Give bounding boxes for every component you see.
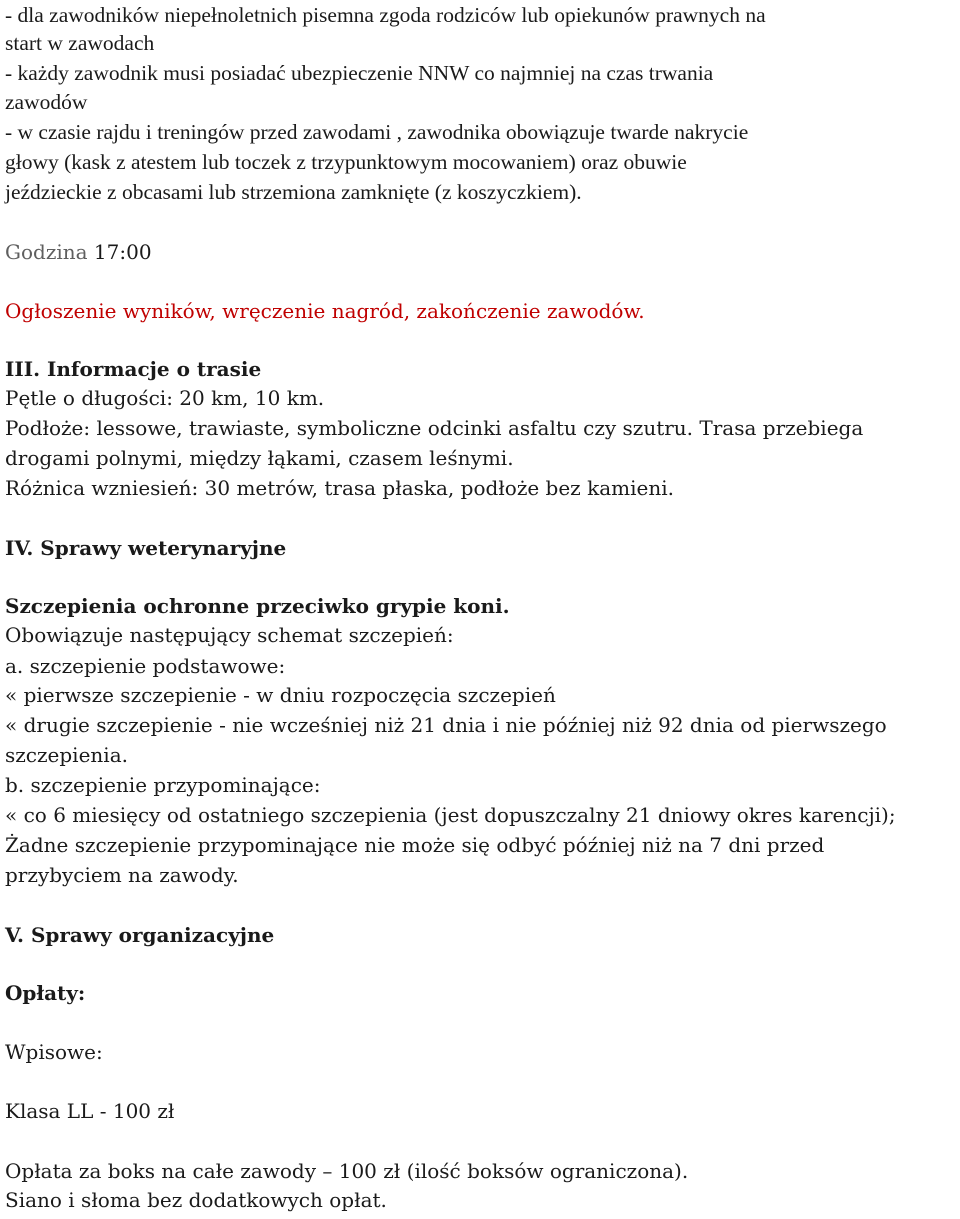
requirement-line: - każdy zawodnik musi posiadać ubezpieczenie NNW co najmniej na czas trwania bbox=[5, 61, 714, 85]
veterinary-line: przybyciem na zawody. bbox=[5, 863, 239, 887]
requirement-line: - w czasie rajdu i treningów przed zawodami , zawodnika obowiązuje twarde nakrycie bbox=[5, 120, 749, 144]
veterinary-line: a. szczepienie podstawowe: bbox=[5, 654, 286, 678]
hour-value: 17:00 bbox=[93, 240, 152, 264]
veterinary-line: Żadne szczepienie przypominające nie może się odbyć później niż na 7 dni przed bbox=[5, 833, 825, 857]
box-fee: Opłata za boks na całe zawody – 100 zł (ilość boksów ograniczona). bbox=[5, 1159, 689, 1183]
class-fee: Klasa LL - 100 zł bbox=[5, 1099, 175, 1123]
fees-heading: Opłaty: bbox=[5, 981, 86, 1005]
veterinary-subheading: Szczepienia ochronne przeciwko grypie koni. bbox=[5, 594, 510, 618]
veterinary-line: Obowiązuje następujący schemat szczepień: bbox=[5, 623, 454, 647]
route-line: Pętle o długości: 20 km, 10 km. bbox=[5, 386, 325, 410]
route-line: Podłoże: lessowe, trawiaste, symboliczne odcinki asfaltu czy szutru. Trasa przebiega bbox=[5, 416, 864, 440]
entry-label: Wpisowe: bbox=[5, 1040, 103, 1064]
schedule-event: Ogłoszenie wyników, wręczenie nagród, zakończenie zawodów. bbox=[5, 299, 645, 323]
route-line: drogami polnymi, między łąkami, czasem leśnymi. bbox=[5, 446, 514, 470]
requirement-line: głowy (kask z atestem lub toczek z trzypunktowym mocowaniem) oraz obuwie bbox=[5, 150, 687, 174]
requirement-line: jeździeckie z obcasami lub strzemiona zamknięte (z koszyczkiem). bbox=[5, 180, 582, 204]
organization-heading: V. Sprawy organizacyjne bbox=[5, 923, 275, 947]
hour-label: Godzina bbox=[5, 240, 88, 264]
route-heading: III. Informacje o trasie bbox=[5, 357, 262, 381]
veterinary-line: szczepienia. bbox=[5, 743, 128, 767]
veterinary-line: « co 6 miesięcy od ostatniego szczepienia (jest dopuszczalny 21 dniowy okres karencji); bbox=[5, 803, 896, 827]
hay-note: Siano i słoma bez dodatkowych opłat. bbox=[5, 1188, 387, 1212]
veterinary-line: b. szczepienie przypominające: bbox=[5, 773, 321, 797]
veterinary-heading: IV. Sprawy weterynaryjne bbox=[5, 536, 287, 560]
route-line: Różnica wzniesień: 30 metrów, trasa płaska, podłoże bez kamieni. bbox=[5, 476, 674, 500]
requirement-line: start w zawodach bbox=[5, 31, 155, 55]
requirement-line: zawodów bbox=[5, 90, 88, 114]
veterinary-line: « drugie szczepienie - nie wcześniej niż 21 dnia i nie później niż 92 dnia od pierwszego bbox=[5, 713, 887, 737]
requirement-line: - dla zawodników niepełnoletnich pisemna zgoda rodziców lub opiekunów prawnych na bbox=[5, 3, 766, 27]
schedule-hour bbox=[5, 237, 152, 267]
veterinary-line: « pierwsze szczepienie - w dniu rozpoczęcia szczepień bbox=[5, 683, 556, 707]
